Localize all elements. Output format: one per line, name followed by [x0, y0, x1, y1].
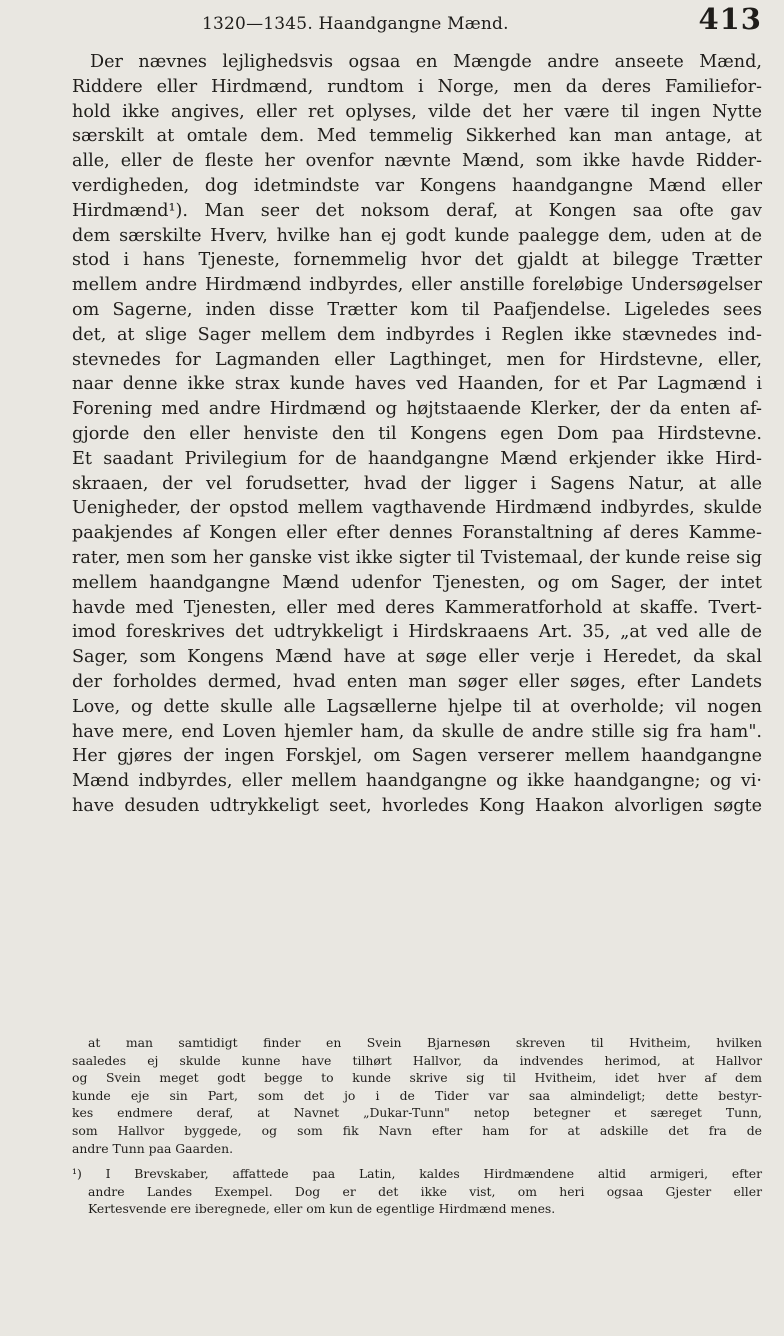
text-line: paakjendes af Kongen eller efter dennes Foranstaltning af deres Kamme-	[72, 523, 762, 544]
running-head: 1320—1345. Haandgangne Mænd.	[202, 14, 509, 34]
text-line: det, at slige Sager mellem dem indbyrdes i Reglen ikke stævnedes ind-	[72, 324, 762, 345]
footnote-1-line: Kertesvende ere iberegnede, eller om kun de egentlige Hirdmænd menes.	[88, 1201, 556, 1217]
text-line: Forening med andre Hirdmænd og højtstaaende Klerker, der da enten af-	[72, 399, 762, 420]
text-line: Sager, som Kongens Mænd have at søge eller verje i Heredet, da skal	[72, 647, 762, 668]
text-line: stod i hans Tjeneste, fornemmelig hvor det gjaldt at bilegge Trætter	[72, 250, 762, 271]
text-line: Et saadant Privilegium for de haandgangne Mænd erkjender ikke Hird-	[72, 448, 762, 469]
footnote-continuation-line: andre Tunn paa Gaarden.	[72, 1140, 234, 1156]
text-line: hold ikke angives, eller ret oplyses, vilde det her være til ingen Nytte	[72, 101, 762, 122]
text-line: mellem haandgangne Mænd udenfor Tjenesten, og om Sager, der intet	[72, 572, 762, 593]
footnote-1-line: ¹) I Brevskaber, affattede paa Latin, kaldes Hirdmændene altid armigeri, efter	[72, 1166, 762, 1182]
text-line: have desuden udtrykkeligt seet, hvorledes Kong Haakon alvorligen søgte	[72, 795, 762, 816]
footnote-gap	[72, 1157, 762, 1165]
footnote-continuation-line: kunde eje sin Part, som det jo i de Tider var saa almindeligt; dette bestyr-	[72, 1087, 762, 1103]
footnote-continuation-line: som Hallvor byggede, og som fik Navn efter ham for at adskille det fra de	[72, 1122, 762, 1138]
text-line: Mænd indbyrdes, eller mellem haandgangne og ikke haandgangne; og vi·	[72, 771, 762, 792]
footnote-continuation-line: kes endmere deraf, at Navnet „Dukar-Tunn" netop betegner et særeget Tunn,	[72, 1105, 762, 1121]
text-line: imod foreskrives det udtrykkeligt i Hirdskraaens Art. 35, „at ved alle de	[72, 622, 762, 643]
text-line: gjorde den eller henviste den til Kongens egen Dom paa Hirdstevne.	[72, 423, 762, 444]
text-line: Uenigheder, der opstod mellem vagthavende Hirdmænd indbyrdes, skulde	[72, 498, 762, 519]
text-line: mellem andre Hirdmænd indbyrdes, eller anstille foreløbige Undersøgelser	[72, 275, 762, 296]
footnote-continuation-line: og Svein meget godt begge to kunde skrive sig til Hvitheim, idet hver af dem	[72, 1070, 762, 1086]
text-line: Riddere eller Hirdmænd, rundtom i Norge, men da deres Familiefor-	[72, 76, 762, 97]
text-line: havde med Tjenesten, eller med deres Kammeratforhold at skaffe. Tvert-	[72, 597, 762, 618]
text-line: om Sagerne, inden disse Trætter kom til Paafjendelse. Ligeledes sees	[72, 299, 762, 320]
text-line: rater, men som her ganske vist ikke sigter til Tvistemaal, der kunde reise sig	[72, 547, 762, 568]
text-line: alle, eller de fleste her ovenfor nævnte Mænd, som ikke havde Ridder-	[72, 151, 762, 172]
text-line: verdigheden, dog idetmindste var Kongens haandgangne Mænd eller	[72, 175, 762, 196]
footnote-continuation-line: saaledes ej skulde kunne have tilhørt Hallvor, da indvendes herimod, at Hallvor	[72, 1052, 762, 1068]
text-line: naar denne ikke strax kunde haves ved Haanden, for et Par Lagmænd i	[72, 374, 762, 395]
text-line: dem særskilte Hverv, hvilke han ej godt kunde paalegge dem, uden at de	[72, 225, 762, 246]
text-line: Der nævnes lejlighedsvis ogsaa en Mængde andre anseete Mænd,	[90, 52, 762, 72]
text-line: Hirdmænd¹). Man seer det noksom deraf, at Kongen saa ofte gav	[72, 200, 762, 221]
text-line: have mere, end Loven hjemler ham, da skulle de andre stille sig fra ham".	[72, 721, 762, 742]
footnotes	[72, 1034, 762, 1218]
text-line: Her gjøres der ingen Forskjel, om Sagen verserer mellem haandgangne	[72, 746, 762, 767]
text-line: særskilt at omtale dem. Med temmelig Sikkerhed kan man antage, at	[72, 126, 762, 147]
footnote-continuation-line: at man samtidigt finder en Svein Bjarnesøn skreven til Hvitheim, hvilken	[88, 1035, 762, 1050]
main-text	[72, 50, 762, 819]
text-line: skraaen, der vel forudsetter, hvad der ligger i Sagens Natur, at alle	[72, 473, 762, 494]
text-line: Love, og dette skulle alle Lagsællerne hjelpe til at overholde; vil nogen	[72, 696, 762, 717]
text-line: stevnedes for Lagmanden eller Lagthinget, men for Hirdstevne, eller,	[72, 349, 762, 370]
page-header	[72, 2, 762, 44]
page-number: 413	[698, 2, 762, 36]
text-line: der forholdes dermed, hvad enten man søger eller søges, efter Landets	[72, 671, 762, 692]
footnote-1-line: andre Landes Exempel. Dog er det ikke vist, om heri ogsaa Gjester eller	[88, 1183, 762, 1199]
